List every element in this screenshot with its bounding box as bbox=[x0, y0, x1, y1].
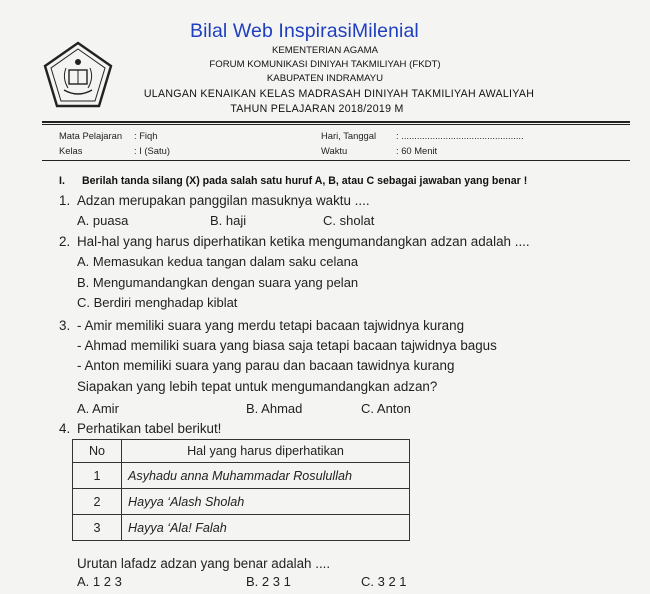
section-instruction: Berilah tanda silang (X) pada salah satu huruf A, B, atau C sebagai jawaban yang benar ! bbox=[82, 175, 528, 187]
header-exam: ULANGAN KENAIKAN KELAS MADRASAH DINIYAH TAKMILIYAH AWALIYAH bbox=[143, 88, 535, 100]
statement-line: - Anton memiliki suara yang parau dan bacaan tawidnya kurang bbox=[77, 358, 455, 373]
table-row bbox=[73, 515, 410, 541]
day-value: : ............................................... bbox=[396, 130, 524, 141]
question-number: 3. bbox=[59, 318, 71, 333]
question-number: 4. bbox=[59, 421, 71, 436]
option-c: C. 3 2 1 bbox=[361, 574, 407, 589]
header-year: TAHUN PELAJARAN 2018/2019 M bbox=[230, 103, 404, 115]
table-cell-item: Hayya ‘Ala! Falah bbox=[122, 515, 410, 541]
table-cell-no: 2 bbox=[73, 489, 122, 515]
option-c: C. Berdiri menghadap kiblat bbox=[77, 295, 238, 310]
question-text: Adzan merupakan panggilan masuknya waktu .... bbox=[77, 193, 370, 208]
table-header-no: No bbox=[73, 440, 122, 463]
option-c: C. Anton bbox=[361, 401, 411, 416]
brand-watermark: Bilal Web InspirasiMilenial bbox=[190, 20, 419, 42]
header-divider bbox=[42, 121, 630, 123]
table-row bbox=[73, 463, 410, 489]
meta-divider bbox=[42, 160, 630, 161]
question-number: 1. bbox=[59, 193, 71, 208]
option-a: A. 1 2 3 bbox=[77, 574, 122, 589]
table-cell-no: 1 bbox=[73, 463, 122, 489]
statement-line: - Ahmad memiliki suara yang biasa saja tetapi bacaan tajwidnya bagus bbox=[77, 338, 497, 353]
question-text: Urutan lafadz adzan yang benar adalah .... bbox=[77, 556, 331, 571]
question-text: Siapakan yang lebih tepat untuk mengumandangkan adzan? bbox=[77, 379, 438, 394]
option-a: A. Amir bbox=[77, 401, 119, 416]
option-c: C. sholat bbox=[323, 213, 375, 228]
table-header-row bbox=[73, 440, 410, 463]
subject-label: Mata Pelajaran bbox=[59, 130, 123, 141]
header-forum: FORUM KOMUNIKASI DINIYAH TAKMILIYAH (FKDT) bbox=[209, 59, 441, 70]
header-divider-thin bbox=[42, 124, 630, 125]
question-number: 2. bbox=[59, 234, 71, 249]
time-value: : 60 Menit bbox=[396, 145, 438, 156]
option-b: B. Ahmad bbox=[246, 401, 303, 416]
class-label: Kelas bbox=[59, 145, 83, 156]
table-cell-item: Asyhadu anna Muhammadar Rosulullah bbox=[122, 463, 410, 489]
table-row bbox=[73, 489, 410, 515]
day-label: Hari, Tanggal bbox=[321, 130, 377, 141]
question-text: Hal-hal yang harus diperhatikan ketika mengumandangkan adzan adalah .... bbox=[77, 234, 530, 249]
option-a: A. puasa bbox=[77, 213, 129, 228]
class-value: : I (Satu) bbox=[134, 145, 170, 156]
option-b: B. haji bbox=[210, 213, 247, 228]
subject-value: : Fiqh bbox=[134, 130, 158, 141]
option-a: A. Memasukan kedua tangan dalam saku celana bbox=[77, 254, 359, 269]
table-cell-no: 3 bbox=[73, 515, 122, 541]
table-cell-item: Hayya ‘Alash Sholah bbox=[122, 489, 410, 515]
section-number: I. bbox=[59, 175, 65, 187]
table-header-item: Hal yang harus diperhatikan bbox=[122, 440, 410, 463]
statement-line: - Amir memiliki suara yang merdu tetapi bacaan tajwidnya kurang bbox=[77, 318, 465, 333]
header-regency: KABUPATEN INDRAMAYU bbox=[266, 73, 384, 84]
time-label: Waktu bbox=[321, 145, 348, 156]
question-text: Perhatikan tabel berikut! bbox=[77, 421, 222, 436]
header-ministry: KEMENTERIAN AGAMA bbox=[271, 45, 379, 56]
option-b: B. Mengumandangkan dengan suara yang pelan bbox=[77, 275, 359, 290]
option-b: B. 2 3 1 bbox=[246, 574, 291, 589]
adzan-table bbox=[72, 439, 410, 541]
